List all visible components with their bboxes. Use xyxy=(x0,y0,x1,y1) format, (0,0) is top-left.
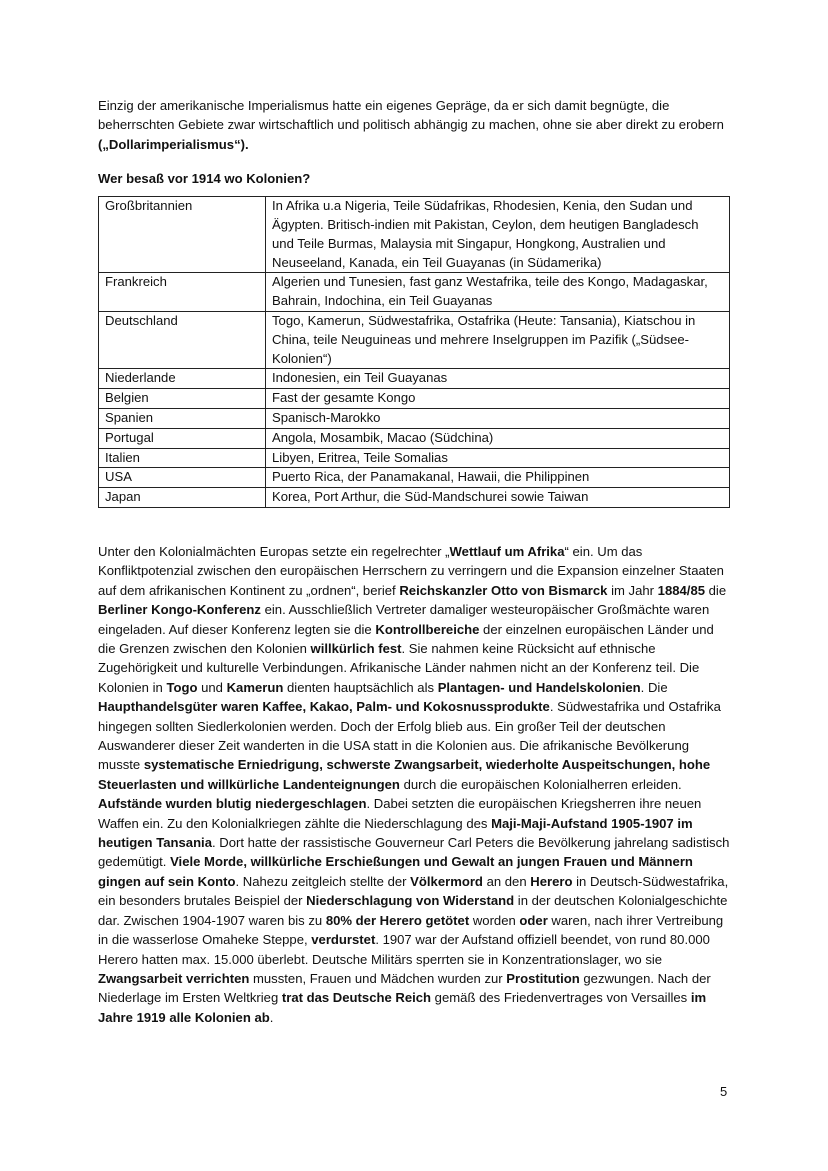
table-row xyxy=(99,389,730,409)
body-text: . Dort hatte der rassistische Gouverneur Carl Peters die Bevölkerung jahrelang sadistisch gedemütigt. xyxy=(98,835,730,870)
body-bold-text: verdurstet xyxy=(311,932,376,948)
body-text: gemäß des Friedenvertrages von Versailles xyxy=(431,990,691,1006)
body-bold-text: Berliner Kongo-Konferenz xyxy=(98,602,261,618)
body-bold-text: Kontrollbereiche xyxy=(375,621,480,637)
intro-paragraph xyxy=(98,96,732,154)
body-text: worden xyxy=(469,912,520,928)
territories-cell: Spanisch-Marokko xyxy=(266,408,730,428)
territories-cell: Libyen, Eritrea, Teile Somalias xyxy=(266,448,730,468)
country-cell: Deutschland xyxy=(99,312,266,369)
table-row xyxy=(99,197,730,273)
table-row xyxy=(99,468,730,488)
country-cell: Italien xyxy=(99,448,266,468)
territories-cell: Indonesien, ein Teil Guayanas xyxy=(266,369,730,389)
territories-cell: Angola, Mosambik, Macao (Südchina) xyxy=(266,428,730,448)
body-text: durch die europäischen Kolonialherren erleiden. xyxy=(399,776,682,792)
table-row xyxy=(99,273,730,312)
body-text: dienten hauptsächlich als xyxy=(283,679,438,695)
territories-cell: Korea, Port Arthur, die Süd-Mandschurei sowie Taiwan xyxy=(266,488,730,508)
body-bold-text: Niederschlagung von Widerstand xyxy=(306,893,515,909)
body-bold-text: Togo xyxy=(166,679,198,695)
body-text: in Deutsch-Südwestafrika, ein besonders brutales Beispiel der xyxy=(98,873,729,909)
body-bold-text: Aufstände wurden blutig niedergeschlagen xyxy=(98,796,367,812)
body-text: in der deutschen Kolonialgeschichte dar. Zwischen 1904-1907 waren bis zu xyxy=(98,893,728,928)
table-row xyxy=(99,408,730,428)
body-bold-text: Plantagen- und Handelskolonien xyxy=(437,679,641,695)
body-bold-text: Haupthandelsgüter waren Kaffee, Kakao, Palm- und Kokosnussprodukte xyxy=(98,699,550,715)
country-cell: Belgien xyxy=(99,389,266,409)
body-text: . Die xyxy=(640,679,668,695)
body-text: und xyxy=(197,679,227,695)
intro-bold-text: („Dollarimperialismus“). xyxy=(98,136,249,152)
body-text: . 1907 war der Aufstand offiziell beendet, von rund 80.000 Herero hatten max. 15.000 überlebt. Deutsche Militärs sperrten sie in Konzentrationslager, wo sie xyxy=(98,932,710,967)
body-bold-text: Völkermord xyxy=(410,873,483,889)
body-text: . Südwestafrika und Ostafrika hingegen sollten Siedlerkolonien werden. Doch der Erfolg blieb aus. Ein großer Teil der deutschen Auswanderer dieser Zeit wanderten in die USA statt in die Kolonien aus. Die afrikanische Bevölkerung musste xyxy=(98,699,721,773)
table-row xyxy=(99,369,730,389)
territories-cell: Fast der gesamte Kongo xyxy=(266,389,730,409)
territories-cell: Puerto Rica, der Panamakanal, Hawaii, die Philippinen xyxy=(266,468,730,488)
body-bold-text: 80% der Herero getötet xyxy=(325,912,470,928)
body-text: . Sie nahmen keine Rücksicht auf ethnische Zugehörigkeit und kulturelle Verbindungen. Afrikanische Länder nahmen nicht an der Konferenz teil. Die Kolonien in xyxy=(98,641,700,695)
body-text: die xyxy=(705,582,727,598)
body-text: waren, nach ihrer Vertreibung in die wasserlose Omaheke Steppe, xyxy=(98,912,724,948)
country-cell: Niederlande xyxy=(99,369,266,389)
body-bold-text: oder xyxy=(519,912,548,928)
body-text: . Nahezu zeitgleich stellte der xyxy=(235,873,411,889)
body-text: “ ein. Um das Konfliktpotenzial zwischen den europäischen Herrschern zu verringern und die Expansion einzelner Staaten auf dem afrikanischen Kontinent zu „ordnen“, berief xyxy=(98,543,724,598)
colonies-table xyxy=(98,196,730,508)
body-bold-text: Kamerun xyxy=(226,679,284,695)
body-bold-text: Viele Morde, willkürliche Erschießungen und Gewalt an jungen Frauen und Männern gingen auf sein Konto xyxy=(98,854,693,889)
body-bold-text: trat das Deutsche Reich xyxy=(281,990,432,1006)
table-row xyxy=(99,428,730,448)
body-paragraph xyxy=(98,542,732,1027)
table-row xyxy=(99,312,730,369)
body-bold-text: Herero xyxy=(530,873,573,889)
body-bold-text: Prostitution xyxy=(506,970,580,986)
body-text: gezwungen. Nach der Niederlage im Ersten Weltkrieg xyxy=(98,970,711,1006)
body-bold-text: Zwangsarbeit verrichten xyxy=(98,970,250,986)
territories-cell: In Afrika u.a Nigeria, Teile Südafrikas, Rhodesien, Kenia, den Sudan und Ägypten. Britisch-indien mit Pakistan, Ceylon, dem heutigen Bangladesch und Teile Burmas, Malaysia mit Singapur, Hongkong, Australien und Neuseeland, Kanada, ein Teil Guayanas (in Südamerika) xyxy=(266,197,730,273)
country-cell: Frankreich xyxy=(99,273,266,312)
body-text: mussten, Frauen und Mädchen wurden zur xyxy=(249,970,507,986)
country-cell: USA xyxy=(99,468,266,488)
document-page xyxy=(98,96,732,1027)
country-cell: Spanien xyxy=(99,408,266,428)
body-bold-text: Wettlauf um Afrika xyxy=(449,543,565,559)
page-number: 5 xyxy=(720,1084,728,1099)
body-text: . Dabei setzten die europäischen Kriegsherren ihre neuen Waffen ein. Zu den Kolonialkriegen zählte die Niederschlagung des xyxy=(98,796,702,831)
territories-cell: Togo, Kamerun, Südwestafrika, Ostafrika (Heute: Tansania), Kiatschou in China, teile Neuguineas und mehrere Inselgruppen im Pazifik („Südsee-Kolonien“) xyxy=(266,312,730,369)
territories-cell: Algerien und Tunesien, fast ganz Westafrika, teile des Kongo, Madagaskar, Bahrain, Indochina, ein Teil Guayanas xyxy=(266,273,730,312)
body-text: Unter den Kolonialmächten Europas setzte ein regelrechter „ xyxy=(98,543,450,559)
body-bold-text: 1884/85 xyxy=(657,582,706,598)
table-row xyxy=(99,488,730,508)
country-cell: Großbritannien xyxy=(99,197,266,273)
body-text: der einzelnen europäischen Länder und die Grenzen zwischen den Kolonien xyxy=(98,621,714,656)
body-bold-text: Reichskanzler Otto von Bismarck xyxy=(399,582,608,598)
colonies-heading: Wer besaß vor 1914 wo Kolonien? xyxy=(98,171,311,187)
body-bold-text: im Jahre 1919 alle Kolonien ab xyxy=(98,990,707,1025)
body-text: an den xyxy=(482,873,531,889)
body-text: ein. Ausschließlich Vertreter damaliger westeuropäischer Großmächte waren eingeladen. Auf dieser Konferenz legten sie die xyxy=(98,602,710,637)
country-cell: Portugal xyxy=(99,428,266,448)
intro-text: Einzig der amerikanische Imperialismus hatte ein eigenes Gepräge, da er sich damit begnügte, die beherrschten Gebiete zwar wirtschaftlich und politisch abhängig zu machen, ohne sie aber direkt zu erobern xyxy=(98,98,724,133)
body-text: im Jahr xyxy=(607,582,658,598)
table-row xyxy=(99,448,730,468)
country-cell: Japan xyxy=(99,488,266,508)
body-bold-text: Maji-Maji-Aufstand 1905-1907 im heutigen Tansania xyxy=(98,815,693,851)
body-bold-text: systematische Erniedrigung, schwerste Zwangsarbeit, wiederholte Auspeitschungen, hohe Steuerlasten und willkürliche Landenteignungen xyxy=(98,757,711,792)
body-bold-text: willkürlich fest xyxy=(310,641,402,656)
body-text: . xyxy=(269,1009,274,1025)
